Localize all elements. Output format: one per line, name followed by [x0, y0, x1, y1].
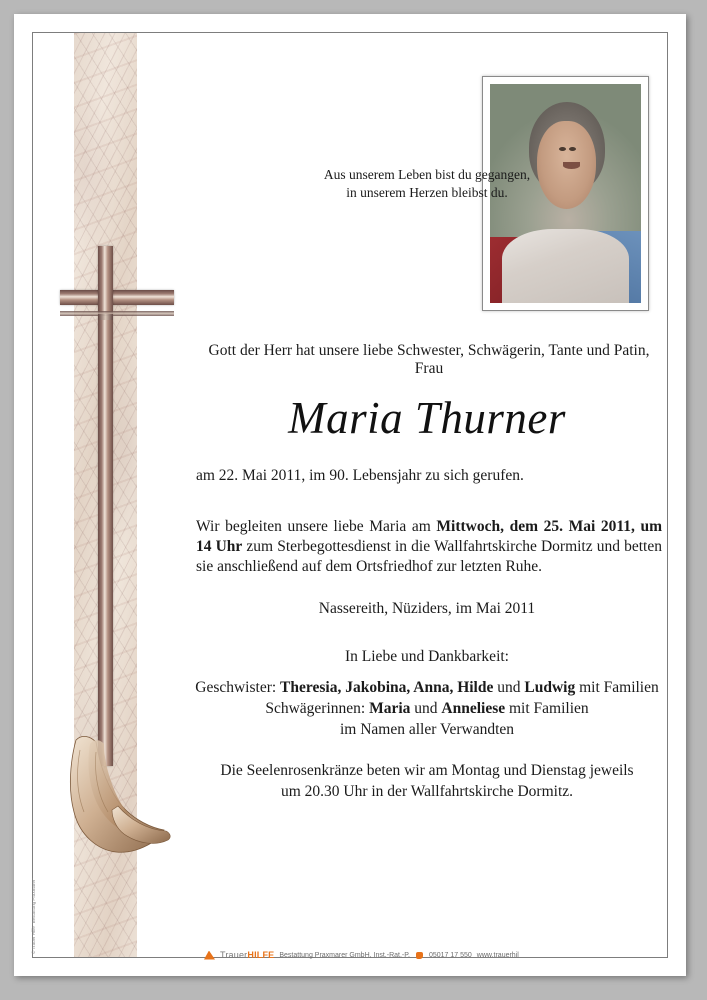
- funeral-service-paragraph: [196, 517, 662, 577]
- footer-brand-part-1: Trauer: [220, 950, 248, 960]
- service-datetime: Mittwoch, dem 25. Mai 2011, um 14 Uhr: [196, 518, 662, 556]
- thanks-line: In Liebe und Dankbarkeit:: [345, 648, 509, 665]
- cross-vertical-accent: [98, 314, 113, 320]
- siblings-suffix: mit Familien: [575, 679, 659, 696]
- death-date-line: am 22. Mai 2011, im 90. Lebensjahr zu sich gerufen.: [196, 467, 524, 484]
- portrait-eye-right: [569, 147, 576, 151]
- family-line-sisters-in-law: [190, 699, 664, 720]
- service-text-part-2: zum Sterbegottesdienst in die Wallfahrtskirche Dormitz und betten sie anschließend auf dem Ortsfriedhof zur letzten Ruhe.: [196, 538, 662, 576]
- footer-brand-part-2: HILFE: [247, 950, 275, 960]
- footer-imprint: [204, 950, 624, 960]
- sisters-in-law-name-2: Anneliese: [441, 699, 506, 717]
- lead-sentence: Gott der Herr hat unsere liebe Schwester, Schwägerin, Tante und Patin, Frau: [208, 342, 650, 377]
- service-text-part-1: Wir begleiten unsere liebe Maria am: [196, 518, 437, 535]
- trauerhilfe-logo-icon: [204, 951, 215, 960]
- siblings-names-1: Theresia, Jakobina, Anna, Hilde: [280, 679, 494, 696]
- verse-line-2: in unserem Herzen bleibst du.: [346, 184, 508, 200]
- family-line-relatives: im Namen aller Verwandten: [339, 720, 515, 738]
- family-line-siblings: [190, 678, 664, 699]
- phone-icon: [416, 952, 423, 959]
- rosary-line-2: um 20.30 Uhr in der Wallfahrtskirche Dormitz.: [280, 782, 574, 800]
- sisters-in-law-label: Schwägerinnen:: [265, 699, 370, 717]
- footer-website: www.trauerhil: [476, 951, 519, 959]
- cross-horizontal-beam: [60, 290, 174, 305]
- memorial-card-page: [14, 14, 686, 976]
- sisters-in-law-name-1: Maria: [369, 699, 411, 717]
- praying-hands-icon: [60, 732, 180, 862]
- rosary-line-1: Die Seelenrosenkränze beten wir am Montag und Dienstag jeweils: [220, 762, 634, 779]
- portrait-eye-left: [559, 147, 566, 151]
- footer-brand: [220, 950, 274, 960]
- sisters-in-law-suffix: mit Familien: [505, 699, 589, 717]
- siblings-conjunction: und: [493, 679, 525, 696]
- footer-company-text: Bestattung Praxmarer GmbH, Inst.-Rat.-P.: [279, 951, 410, 959]
- verse-line-1: Aus unserem Leben bist du gegangen,: [323, 167, 531, 182]
- rosary-notice: [190, 761, 664, 803]
- siblings-label: Geschwister:: [195, 679, 281, 696]
- family-list: [190, 678, 664, 741]
- deceased-name: Maria Thurner: [288, 393, 566, 443]
- cross-vertical-beam: [98, 246, 113, 766]
- place-and-date: Nassereith, Nüziders, im Mai 2011: [318, 600, 536, 617]
- memorial-verse: [190, 166, 664, 202]
- sisters-in-law-conjunction: und: [410, 699, 442, 717]
- portrait-scarf: [502, 229, 629, 303]
- footer-phone: 05017 17 550: [428, 951, 472, 959]
- cross-horizontal-accent: [60, 311, 174, 316]
- siblings-names-2: Ludwig: [524, 679, 576, 696]
- copyright-notice: © Trauer Hilfe "Bestattung Praxmarer": [31, 877, 36, 954]
